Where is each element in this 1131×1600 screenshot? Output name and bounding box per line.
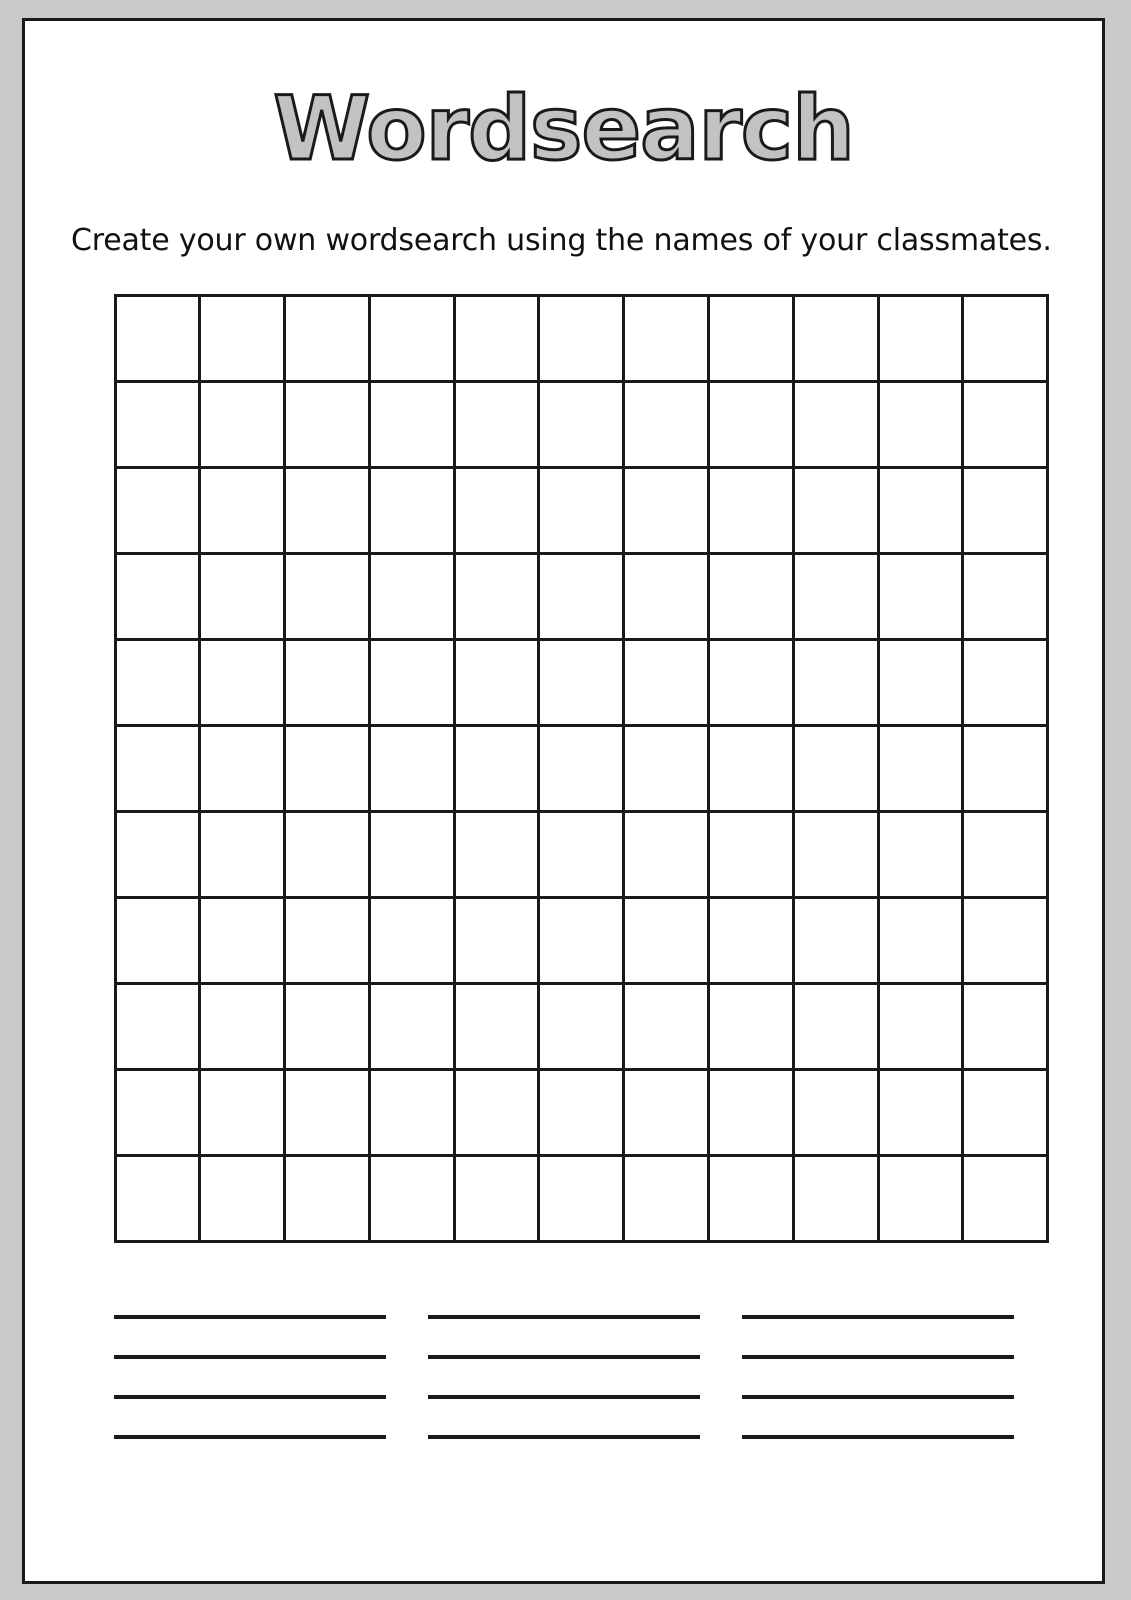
answer-column — [428, 1315, 700, 1439]
answer-line[interactable] — [114, 1355, 386, 1359]
page-title: Wordsearch — [273, 77, 854, 180]
answer-column — [114, 1315, 386, 1439]
grid-cell[interactable] — [454, 984, 539, 1070]
grid-cell[interactable] — [454, 382, 539, 468]
grid-cell[interactable] — [624, 382, 709, 468]
grid-cell[interactable] — [369, 382, 454, 468]
grid-cell[interactable] — [793, 898, 878, 984]
grid-cell[interactable] — [285, 1156, 370, 1242]
grid-cell[interactable] — [285, 984, 370, 1070]
grid-cell[interactable] — [878, 296, 963, 382]
grid-cell[interactable] — [539, 726, 624, 812]
grid-cell[interactable] — [115, 812, 200, 898]
grid-cell[interactable] — [285, 898, 370, 984]
answer-lines-area — [114, 1315, 1014, 1439]
grid-cell[interactable] — [709, 382, 794, 468]
grid-cell[interactable] — [878, 812, 963, 898]
grid-cell[interactable] — [709, 296, 794, 382]
grid-cell[interactable] — [200, 554, 285, 640]
grid-cell[interactable] — [624, 984, 709, 1070]
grid-cell[interactable] — [369, 554, 454, 640]
grid-cell[interactable] — [793, 726, 878, 812]
grid-cell[interactable] — [115, 468, 200, 554]
grid-cell[interactable] — [369, 1156, 454, 1242]
grid-cell[interactable] — [200, 382, 285, 468]
grid-cell[interactable] — [454, 1070, 539, 1156]
grid-cell[interactable] — [285, 382, 370, 468]
grid-cell[interactable] — [624, 898, 709, 984]
grid-cell[interactable] — [539, 812, 624, 898]
grid-cell[interactable] — [624, 812, 709, 898]
grid-cell[interactable] — [709, 1156, 794, 1242]
grid-cell[interactable] — [624, 554, 709, 640]
grid-cell[interactable] — [878, 726, 963, 812]
grid-cell[interactable] — [454, 468, 539, 554]
grid-cell[interactable] — [624, 1156, 709, 1242]
grid-cell[interactable] — [539, 468, 624, 554]
answer-line[interactable] — [742, 1435, 1014, 1439]
grid-cell[interactable] — [115, 984, 200, 1070]
wordsearch-grid-container — [114, 294, 1014, 1243]
grid-cell[interactable] — [793, 1070, 878, 1156]
grid-cell[interactable] — [454, 640, 539, 726]
answer-line[interactable] — [428, 1435, 700, 1439]
grid-cell[interactable] — [369, 468, 454, 554]
grid-cell[interactable] — [624, 640, 709, 726]
grid-cell[interactable] — [793, 812, 878, 898]
wordsearch-grid[interactable] — [114, 294, 1050, 1243]
grid-cell[interactable] — [709, 554, 794, 640]
answer-line[interactable] — [742, 1355, 1014, 1359]
grid-cell[interactable] — [369, 640, 454, 726]
grid-cell[interactable] — [539, 296, 624, 382]
grid-row — [115, 296, 1048, 382]
grid-cell[interactable] — [200, 726, 285, 812]
grid-cell[interactable] — [709, 1070, 794, 1156]
grid-row — [115, 382, 1048, 468]
grid-cell[interactable] — [878, 984, 963, 1070]
worksheet-page — [22, 18, 1105, 1584]
grid-cell[interactable] — [285, 554, 370, 640]
grid-cell[interactable] — [878, 382, 963, 468]
grid-cell[interactable] — [200, 1156, 285, 1242]
grid-cell[interactable] — [285, 468, 370, 554]
grid-cell[interactable] — [454, 898, 539, 984]
answer-column — [742, 1315, 1014, 1439]
grid-cell[interactable] — [963, 812, 1048, 898]
grid-cell[interactable] — [963, 296, 1048, 382]
instructions-text: Create your own wordsearch using the names of your classmates. — [71, 223, 1052, 259]
grid-cell[interactable] — [454, 726, 539, 812]
grid-row — [115, 554, 1048, 640]
grid-cell[interactable] — [369, 984, 454, 1070]
grid-cell[interactable] — [369, 296, 454, 382]
grid-cell[interactable] — [709, 812, 794, 898]
grid-cell[interactable] — [709, 984, 794, 1070]
grid-cell[interactable] — [200, 1070, 285, 1156]
grid-cell[interactable] — [200, 640, 285, 726]
grid-cell[interactable] — [454, 1156, 539, 1242]
grid-cell[interactable] — [115, 898, 200, 984]
grid-cell[interactable] — [200, 984, 285, 1070]
grid-cell[interactable] — [793, 554, 878, 640]
grid-row — [115, 640, 1048, 726]
grid-cell[interactable] — [454, 812, 539, 898]
grid-cell[interactable] — [285, 726, 370, 812]
answer-line[interactable] — [742, 1395, 1014, 1399]
grid-cell[interactable] — [200, 468, 285, 554]
grid-cell[interactable] — [454, 296, 539, 382]
grid-cell[interactable] — [963, 640, 1048, 726]
grid-cell[interactable] — [624, 726, 709, 812]
grid-cell[interactable] — [369, 898, 454, 984]
grid-cell[interactable] — [285, 1070, 370, 1156]
grid-cell[interactable] — [624, 1070, 709, 1156]
answer-line[interactable] — [428, 1315, 700, 1319]
grid-row — [115, 1156, 1048, 1242]
grid-cell[interactable] — [285, 640, 370, 726]
grid-cell[interactable] — [285, 812, 370, 898]
grid-cell[interactable] — [539, 1156, 624, 1242]
answer-line[interactable] — [742, 1315, 1014, 1319]
grid-cell[interactable] — [709, 898, 794, 984]
grid-cell[interactable] — [793, 468, 878, 554]
grid-cell[interactable] — [963, 1156, 1048, 1242]
grid-cell[interactable] — [878, 1156, 963, 1242]
answer-line[interactable] — [428, 1395, 700, 1399]
grid-cell[interactable] — [963, 726, 1048, 812]
grid-cell[interactable] — [709, 640, 794, 726]
grid-cell[interactable] — [115, 1156, 200, 1242]
grid-cell[interactable] — [624, 468, 709, 554]
grid-cell[interactable] — [793, 296, 878, 382]
grid-cell[interactable] — [878, 1070, 963, 1156]
grid-cell[interactable] — [963, 898, 1048, 984]
grid-cell[interactable] — [963, 554, 1048, 640]
grid-cell[interactable] — [624, 296, 709, 382]
grid-row — [115, 812, 1048, 898]
grid-cell[interactable] — [963, 984, 1048, 1070]
grid-cell[interactable] — [539, 382, 624, 468]
grid-cell[interactable] — [115, 382, 200, 468]
grid-cell[interactable] — [115, 296, 200, 382]
grid-cell[interactable] — [539, 554, 624, 640]
answer-line[interactable] — [114, 1395, 386, 1399]
grid-cell[interactable] — [285, 296, 370, 382]
grid-cell[interactable] — [200, 296, 285, 382]
grid-cell[interactable] — [539, 898, 624, 984]
grid-cell[interactable] — [793, 382, 878, 468]
grid-row — [115, 726, 1048, 812]
grid-cell[interactable] — [115, 640, 200, 726]
grid-cell[interactable] — [709, 468, 794, 554]
grid-cell[interactable] — [878, 554, 963, 640]
grid-row — [115, 1070, 1048, 1156]
grid-cell[interactable] — [793, 640, 878, 726]
grid-cell[interactable] — [963, 468, 1048, 554]
grid-row — [115, 468, 1048, 554]
grid-cell[interactable] — [793, 1156, 878, 1242]
grid-cell[interactable] — [878, 468, 963, 554]
grid-cell[interactable] — [878, 898, 963, 984]
grid-row — [115, 898, 1048, 984]
grid-cell[interactable] — [369, 1070, 454, 1156]
grid-cell[interactable] — [369, 812, 454, 898]
grid-cell[interactable] — [878, 640, 963, 726]
grid-cell[interactable] — [963, 382, 1048, 468]
grid-cell[interactable] — [539, 640, 624, 726]
grid-cell[interactable] — [200, 898, 285, 984]
grid-cell[interactable] — [709, 726, 794, 812]
grid-cell[interactable] — [539, 984, 624, 1070]
grid-cell[interactable] — [369, 726, 454, 812]
grid-cell[interactable] — [115, 554, 200, 640]
answer-line[interactable] — [428, 1355, 700, 1359]
grid-cell[interactable] — [454, 554, 539, 640]
grid-cell[interactable] — [963, 1070, 1048, 1156]
grid-cell[interactable] — [115, 1070, 200, 1156]
grid-row — [115, 984, 1048, 1070]
grid-cell[interactable] — [539, 1070, 624, 1156]
grid-cell[interactable] — [793, 984, 878, 1070]
grid-cell[interactable] — [115, 726, 200, 812]
grid-cell[interactable] — [200, 812, 285, 898]
answer-line[interactable] — [114, 1435, 386, 1439]
answer-line[interactable] — [114, 1315, 386, 1319]
